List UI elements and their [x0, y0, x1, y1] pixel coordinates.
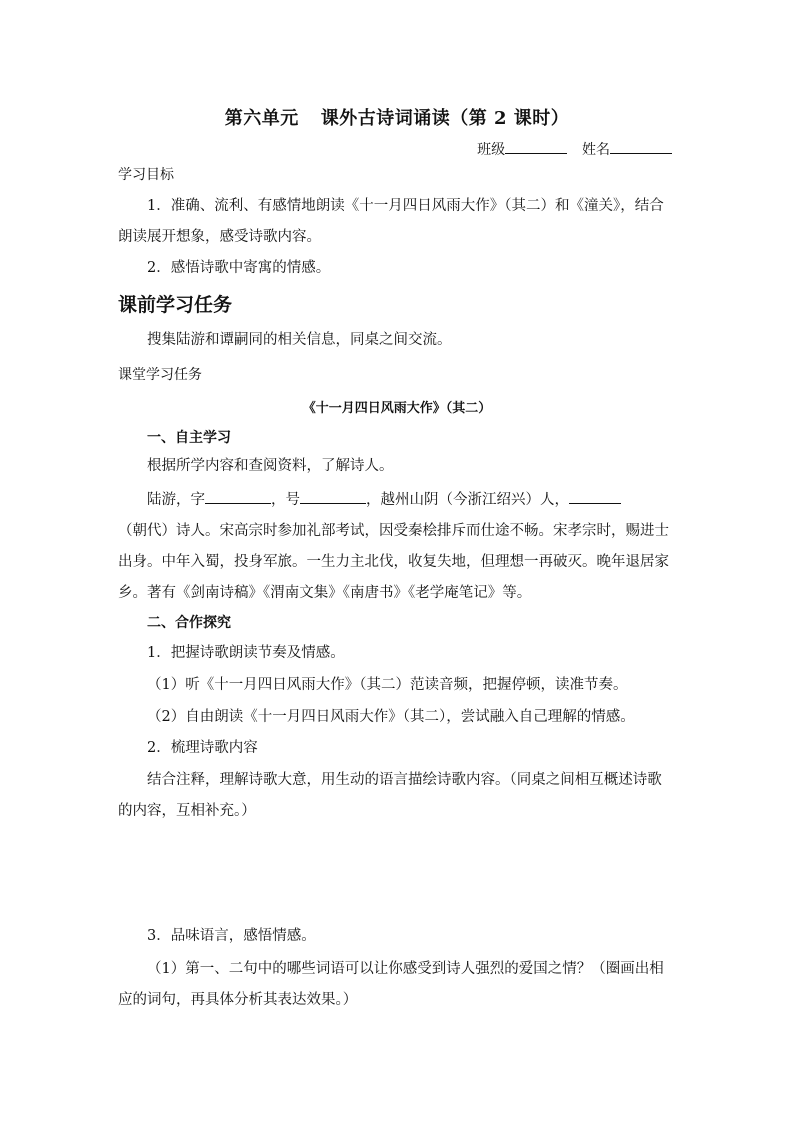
class-label: 班级 [477, 142, 506, 158]
coop-step-1a: （1）听《十一月四日风雨大作》（其二）范读音频，把握停顿，读准节奏。 [147, 677, 628, 693]
style-name-blank[interactable] [205, 489, 271, 504]
coop-step-3a: （1）第一、二句中的哪些词语可以让你感受到诗人强烈的爱国之情？（圈画出相应的词句，再具体分析其表达效果。） [118, 961, 664, 1008]
coop-heading: 二、合作探究 [147, 615, 231, 631]
goal-item-1: 1．准确、流利、有感情地朗读《十一月四日风雨大作》（其二）和《潼关》，结合朗读展开想象，感受诗歌内容。 [118, 198, 664, 245]
poet-bio: 陆游，字 ，号 ，越州山阴（今浙江绍兴）人，（朝代）诗人。宋高宗时参加礼部考试，因受秦桧排斥而仕途不畅。宋孝宗时，赐进士出身。中年入蜀，投身军旅。一生力主北伐，收复失地，但理想一再破灭。晚年退居家乡。著有《剑南诗稿》《渭南文集》《南唐书》《老学庵笔记》等。 [118, 485, 676, 609]
coop-step-2: 2．梳理诗歌内容 [147, 740, 258, 756]
pen-name-blank[interactable] [300, 489, 366, 504]
student-fields [477, 139, 672, 159]
poem-title: 《十一月四日风雨大作》（其二） [302, 401, 492, 416]
dynasty-blank[interactable] [569, 489, 621, 504]
coop-step-3: 3．品味语言，感悟情感。 [147, 928, 316, 944]
self-study-heading: 一、自主学习 [147, 430, 231, 446]
pre-task-heading: 课前学习任务 [118, 294, 233, 316]
self-study-intro: 根据所学内容和查阅资料，了解诗人。 [147, 458, 394, 474]
goals-heading: 学习目标 [118, 167, 174, 183]
coop-step-1: 1．把握诗歌朗读节奏及情感。 [147, 645, 345, 661]
name-blank[interactable] [610, 139, 672, 154]
class-task-heading: 课堂学习任务 [118, 367, 202, 383]
name-label: 姓名 [582, 142, 610, 158]
pre-task-text: 搜集陆游和谭嗣同的相关信息，同桌之间交流。 [147, 332, 452, 348]
lesson-title: 课外古诗词诵读（第 2 课时） [320, 108, 570, 129]
coop-step-1b: （2）自由朗读《十一月四日风雨大作》（其二），尝试融入自己理解的情感。 [147, 709, 635, 725]
unit-label: 第六单元 [224, 108, 299, 129]
coop-step-2-text: 结合注释，理解诗歌大意，用生动的语言描绘诗歌内容。（同桌之间相互概述诗歌的内容，互相补充。） [118, 772, 662, 819]
class-blank[interactable] [505, 139, 567, 154]
page-title [0, 104, 794, 130]
goal-item-2: 2．感悟诗歌中寄寓的情感。 [147, 260, 331, 276]
